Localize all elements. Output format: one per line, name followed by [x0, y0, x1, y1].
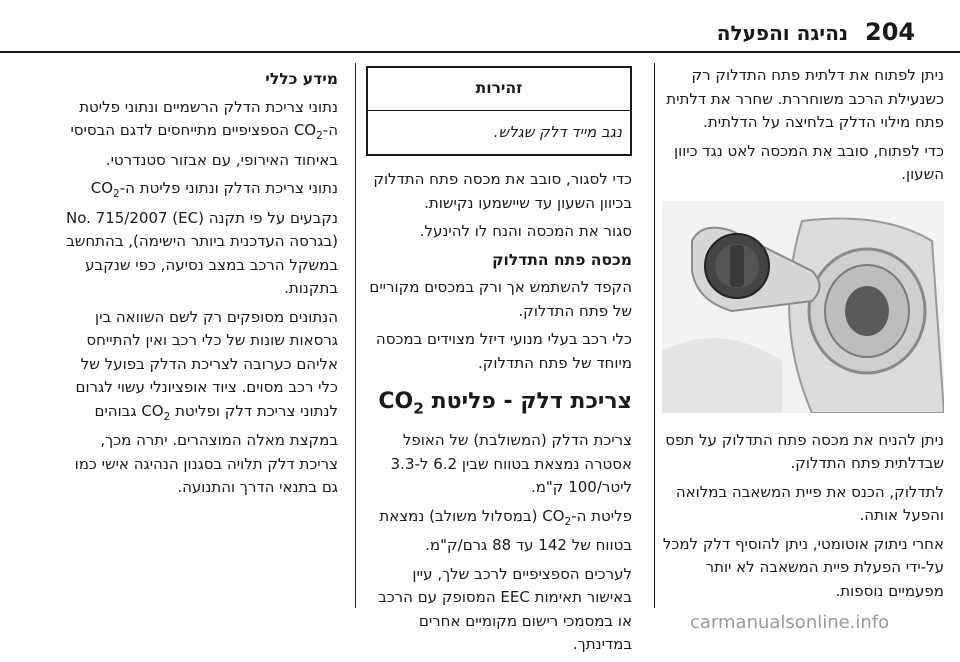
paragraph: הקפד להשתמש אך ורק במכסים מקוריים של פתח התדלוק. [369, 278, 632, 320]
column-divider-left [355, 63, 356, 608]
section-title: נהיגה והפעלה [716, 21, 848, 45]
paragraph: לערכים הספציפיים לרכב שלך, עיין באישור תאימות EEC המסופק עם הרכב או במסמכי רישום מקומיים אחרים במדינתך. [378, 564, 632, 654]
fuel-cap-heading: מכסה פתח התדלוק [492, 250, 632, 269]
paragraph: ניתן לפתוח את דלתית פתח התדלוק רק כשנעילת הרכב משוחררת. שחרר את דלתית פתח מילוי הדלק בלחיצה על הדלתית. [666, 66, 944, 131]
paragraph: הנתונים מסופקים רק לשם השוואה בין גרסאות שונות של כלי רכב ואין להתייחס אליהם כערובה לצריכת הדלק בפועל של כלי רכב מסוים. ציוד אופציונלי עשוי לגרום לנתוני צריכת דלק ופליטת $CO_2$ גבוהים במקצת מאלה המוצהרים. יתרה מכך, צריכת דלק תלויה בסגנון הנהיגה אישי כמו גם בתנאי הדרך והתנועה. [74, 307, 338, 496]
page-header [0, 0, 960, 52]
paragraph: צריכת הדלק (המשולבת) של האופל אסטרה נמצאת בטווח שבין 6.2 ל-3.3 ליטר/100 ק"מ. [390, 431, 632, 497]
column-divider-right [654, 63, 655, 608]
paragraph: כדי לפתוח, סובב את המכסה לאט נגד כיוון השעון. [674, 141, 944, 183]
middle-column [366, 66, 632, 662]
right-column [662, 64, 944, 608]
left-column [62, 64, 338, 505]
paragraph: פליטת $ה-CO_2$ (במסלול משולב) נמצאת בטווח של 142 עד 88 גרם/ק"מ. [379, 506, 632, 555]
paragraph: כדי לסגור, סובב את מכסה פתח התדלוק בכיוון השעון עד שיישמעו נקישות. [373, 170, 632, 212]
warning-title: זהירות [368, 68, 630, 111]
paragraph: נתוני צריכת הדלק הרשמיים ונתוני פליטת $ה-CO_2$ הספציפיים מתייחסים לדגם הבסיסי באיחוד האירופי, עם אבזור סטנדרטי. [70, 97, 338, 169]
paragraph: אחרי ניתוק אוטומטי, ניתן להוסיף דלק למכל על-ידי הפעלת פיית המשאבה לא יותר מפעמיים נוספות. [662, 534, 944, 600]
fuel-cap-photo [662, 201, 944, 413]
paragraph: סגור את המכסה והנח לו להינעל. [419, 222, 632, 240]
fuel-consumption-heading: צריכת דלק - פליטת $CO_2$ [378, 389, 632, 418]
paragraph: ניתן להניח את מכסה פתח התדלוק על תפס שבדלתית פתח התדלוק. [665, 430, 944, 472]
fuel-filler-illustration [662, 201, 944, 413]
header-rule [0, 51, 960, 53]
paragraph: נתוני צריכת הדלק ונתוני פליטת $ה-CO_2$ נקבעים על פי תקנה (EC) No. 715/2007 (בגרסה העדכנית ביותר הישימה), בהתחשב במשקל הרכב במצב נסיעה, כפי שנקבע בתקנות. [66, 179, 338, 297]
warning-text: נגב מייד דלק שגלש. [493, 122, 622, 141]
page-number: 204 [865, 18, 916, 46]
warning-box [366, 66, 632, 156]
paragraph: לתדלוק, הכנס את פיית המשאבה במלואה והפעל אותה. [675, 482, 944, 524]
paragraph: כלי רכב בעלי מנועי דיזל מצוידים במכסה מיוחד של פתח התדלוק. [375, 330, 632, 372]
general-info-heading: מידע כללי [265, 70, 338, 88]
watermark: carmanualsonline.info [690, 612, 890, 633]
